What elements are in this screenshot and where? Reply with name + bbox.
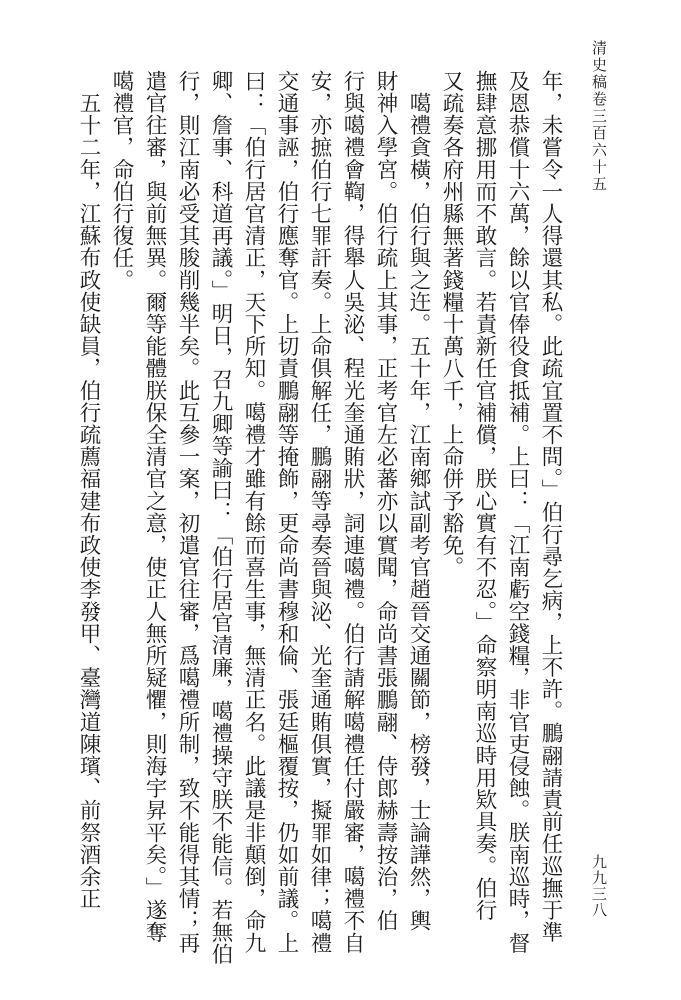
text-column: 卿、詹事、科道再議。」明日，召九卿等諭曰：「伯行居官清廉，噶禮操守朕不能信。若無伯 bbox=[208, 70, 233, 966]
page-number: 九九三八 bbox=[590, 854, 608, 918]
text-column: 安，亦摭伯行七罪訐奏。上命俱解任，鵬翮等尋奏晉與泌、光奎通賄俱實，擬罪如律；噶禮 bbox=[307, 70, 332, 954]
text-column: 年，未嘗令一人得還其私。此疏宜置不問。」伯行尋乞病，上不許。鵬翮請責前任巡撫于準 bbox=[538, 70, 563, 944]
text-column: 及恩恭償十六萬，餘以官俸役食抵補。上曰：「江南虧空錢糧，非官吏侵蝕。朕南巡時，督 bbox=[505, 70, 530, 954]
text-column: 行，則江南必受其朘削幾半矣。此互參一案，初遣官往審，爲噶禮所制，致不能得其情；再 bbox=[175, 70, 200, 954]
text-column: 交通事誣，伯行應奪官。上切責鵬翮等掩飾，更命尚書穆和倫、張廷樞覆按，仍如前議。上 bbox=[274, 70, 299, 954]
text-column: 撫肆意挪用而不敢言。若責新任官補償，朕心實有不忍。」命察明南巡時用欵具奏。伯行 bbox=[472, 70, 497, 922]
running-header-title: 清史稿卷三百六十五 bbox=[590, 40, 608, 193]
text-column: 噶禮貪橫，伯行與之迕。五十年，江南鄉試副考官趙晉交通關節，榜發，士論譁然，輿 bbox=[406, 70, 431, 932]
text-column: 五十二年，江蘇布政使缺員，伯行疏薦福建布政使李發甲、臺灣道陳璸、前祭酒余正 bbox=[76, 70, 101, 910]
text-column: 財神入學宮。伯行疏上其事，正考官左必蕃亦以實聞，命尚書張鵬翮、侍郎赫壽按治，伯 bbox=[373, 70, 398, 932]
text-column: 遣官往審，與前無異。爾等能體朕保全清官之意，使正人無所疑懼，則海宇昇平矣。」遂奪 bbox=[142, 70, 167, 944]
text-column: 噶禮官，命伯行復任。 bbox=[109, 70, 134, 291]
text-column: 行與噶禮會鞫，得舉人吳泌、程光奎通賄狀，詞連噶禮。伯行請解噶禮任付嚴審，噶禮不自 bbox=[340, 70, 365, 954]
text-column: 曰：「伯行居官清正，天下所知。噶禮才雖有餘而喜生事，無清正名。此議是非顛倒，命九 bbox=[241, 70, 266, 954]
text-column: 又疏奏各府州縣無著錢糧十萬八千，上命併予豁免。 bbox=[439, 70, 464, 579]
